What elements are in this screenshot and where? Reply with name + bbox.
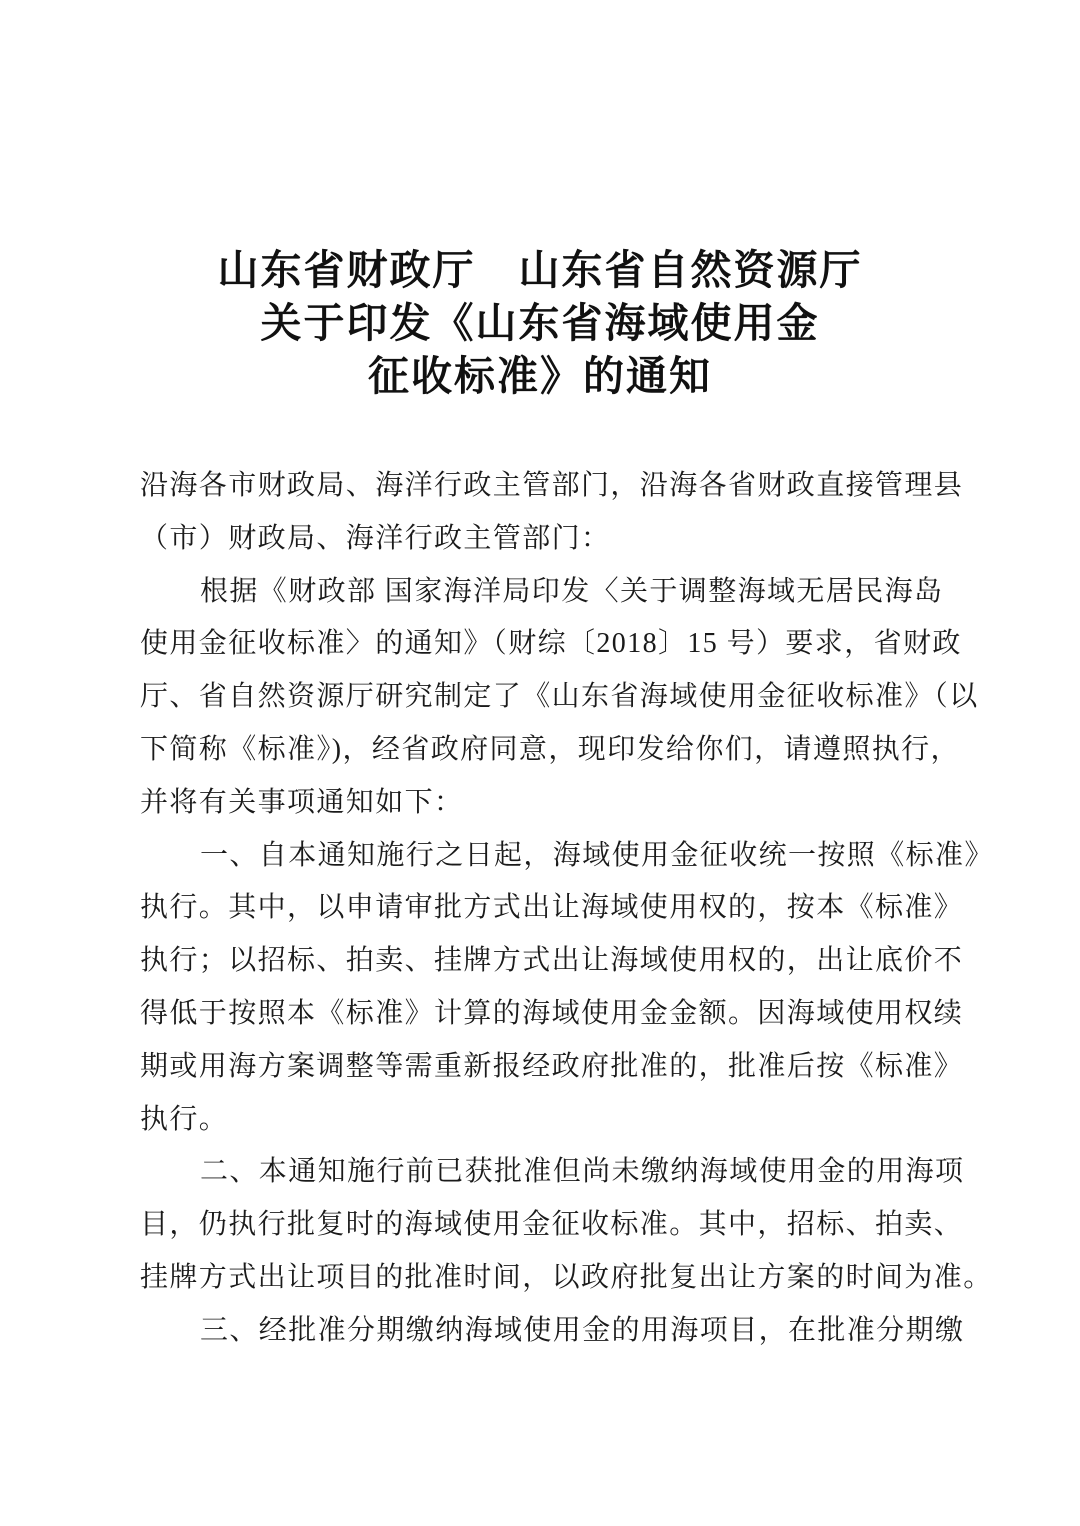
paragraph-line: 使用金征收标准〉的通知》（财综〔2018〕15 号）要求，省财政 [140, 628, 962, 660]
item-two-line: 目，仍执行批复时的海域使用金征收标准。其中，招标、拍卖、 [140, 1209, 964, 1241]
item-one-line: 执行。其中，以申请审批方式出让海域使用权的，按本《标准》 [140, 892, 964, 924]
item-one-line: 执行。 [140, 1103, 229, 1135]
paragraph-line: 厅、省自然资源厅研究制定了《山东省海域使用金征收标准》（以 [140, 681, 979, 713]
addressee-line: （市）财政局、海洋行政主管部门： [140, 522, 611, 554]
paragraph-line: 并将有关事项通知如下： [140, 786, 464, 818]
document-body [140, 460, 994, 1358]
item-one-line: 执行；以招标、拍卖、挂牌方式出让海域使用权的，出让底价不 [140, 945, 964, 977]
item-one-line: 一、自本通知施行之日起，海域使用金征收统一按照《标准》 [200, 839, 994, 871]
paragraph-line: 根据《财政部 国家海洋局印发〈关于调整海域无居民海岛 [200, 575, 944, 607]
addressee-line: 沿海各市财政局、海洋行政主管部门，沿海各省财政直接管理县 [140, 470, 964, 501]
paragraph-line: 下简称《标准》)，经省政府同意，现印发给你们，请遵照执行， [140, 733, 960, 765]
item-two-line: 挂牌方式出让项目的批准时间，以政府批复出让方案的时间为准。 [140, 1261, 993, 1293]
title-line-1: 山东省财政厅 山东省自然资源厅 [217, 247, 863, 293]
document-title [0, 244, 1080, 403]
item-one-line: 得低于按照本《标准》计算的海域使用金金额。因海域使用权续 [140, 997, 964, 1029]
title-line-3: 征收标准》的通知 [368, 353, 712, 399]
item-three-line: 三、经批准分期缴纳海域使用金的用海项目，在批准分期缴 [200, 1314, 965, 1346]
item-one-line: 期或用海方案调整等需重新报经政府批准的，批准后按《标准》 [140, 1050, 964, 1082]
title-line-2: 关于印发《山东省海域使用金 [260, 300, 820, 346]
item-two-line: 二、本通知施行前已获批准但尚未缴纳海域使用金的用海项 [200, 1156, 965, 1188]
